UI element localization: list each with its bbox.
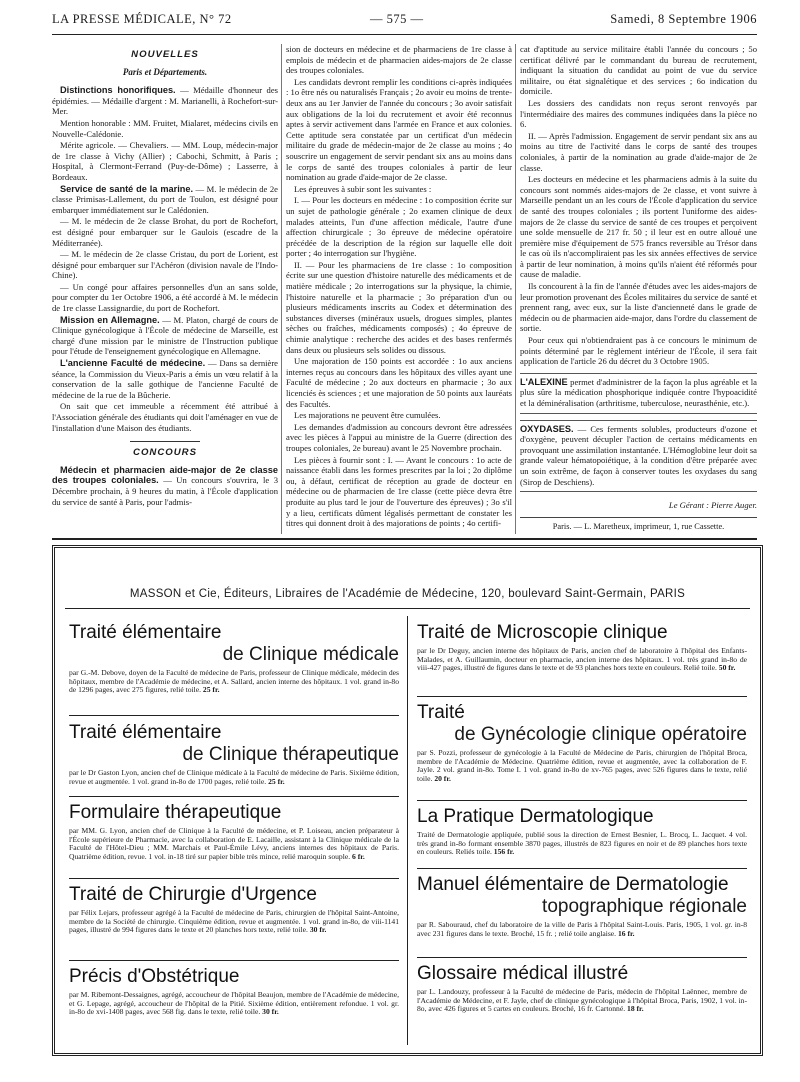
book-title: Traité élémentaire — [69, 722, 222, 743]
paragraph: II. — Après l'admission. Engagement de servir pendant six ans au moins au titre de l'activité dans le corps de santé des troupes coloniales, à partir de la nomination au grade d'aide-major de 2e classe. — [520, 130, 757, 173]
ad-rule — [65, 608, 750, 609]
book-description — [69, 827, 399, 861]
book-rule — [69, 878, 399, 879]
column-divider — [281, 44, 282, 534]
book-description — [417, 749, 747, 783]
paragraph — [52, 85, 278, 117]
book-desc-text: par S. Pozzi, professeur de gynécologie à la Faculté de Médecine de Paris, chirurgien de l'hôpital Broca, membre de l'Académie de Médecine. Quatrième édition, revue et augmentée, avec la collaboration de F. Jayle. 2 vol. grand in-8o. Tome I. 1 vol. grand in-8o de xv-765 pages, avec 526 figures dans le texte, relié toile. — [417, 748, 747, 783]
book-subtitle: de Gynécologie clinique opératoire — [454, 724, 747, 745]
book-desc-text: par MM. G. Lyon, ancien chef de Clinique à la Faculté de médecine, et P. Loiseau, ancien préparateur à l'École supérieure de Pharmacie, avec la collaboration de E. Lacaille, assistant à la Clinique médicale de la Faculté de l'Hôtel-Dieu ; MM. Marchais et Paul-Émile Lévy, anciens internes des hôpitaux de Paris. Quatrième édition, revue. 1 vol. in-18 tiré sur papier bible très mince, relié maroquin souple. — [69, 826, 399, 861]
book-subtitle: de Clinique médicale — [222, 644, 399, 665]
paragraph: Les demandes d'admission au concours devront être adressées avec les pièces à l'appui au ministre de la Guerre (direction des troupes coloniales, 2e bureau) avant le 25 Novembre prochain. — [286, 421, 512, 453]
journal-title: LA PRESSE MÉDICALE, N° 72 — [52, 12, 232, 26]
paragraph: Les docteurs en médecine et les pharmaciens admis à la suite du concours sont nommés aides-majors de 2e classe, et vont suivre à Marseille pendant un an les cours de l'École d'application du service de santé des troupes coloniales ; ils portent l'uniforme des aides-majors de 2e classe du service de santé de ces troupes et perçoivent une solde mensuelle de 217 fr. 50 ; il leur est en outre alloué une première mise d'équipement de 575 francs reversible au Trésor dans le cas où ils n'accompliraient pas les six années effectives de service à partir de leur nomination, à moins qu'ils n'aient été réformés pour cause de maladie. — [520, 174, 757, 280]
book-listing — [69, 722, 399, 786]
book-price: 30 fr. — [262, 1007, 279, 1017]
book-price: 20 fr. — [434, 773, 451, 783]
book-description — [69, 909, 399, 935]
paragraph: Ils concourent à la fin de l'année d'études avec les aides-majors de leur promotion provenant des Écoles militaires du service de santé et prennent rang, avec eux, sur la liste d'ancienneté dans le grade de médecin ou de pharmacien aide-major, dans l'ordre du classement de sortie. — [520, 281, 757, 334]
book-rule — [69, 796, 399, 797]
advert-body: permet d'administrer de la façon la plus agréable et la plus sûre la médication phosphorique indiquée contre l'hypoacidité et la déminéralisation (arthritisme, tuberculose, neurasthénie, etc.). — [520, 376, 757, 408]
book-rule — [417, 957, 747, 958]
book-description — [417, 988, 747, 1014]
book-price: 16 fr. — [617, 928, 635, 938]
book-title: Traité — [417, 702, 465, 723]
book-desc-text: par Félix Lejars, professeur agrégé à la Faculté de médecine de Paris, chirurgien de l'hôpital Saint-Antoine, membre de la Société de chirurgie. Cinquième édition, revue et augmentée. 1 vol. grand in-8o, de viii-1141 pages, illustré de 994 figures dans le texte et 20 planches hors texte, relié toile. — [69, 908, 399, 935]
book-rule — [69, 715, 399, 716]
book-rule — [417, 800, 747, 801]
book-price: 156 fr. — [493, 847, 515, 857]
paragraph-text: — M. Platon, chargé de cours de Clinique gynécologique à l'École de médecine de Marseille, est chargé d'une mission par le ministre de l'Instruction publique pour l'étude de l'enseignement gynécologique en Allemagne. — [52, 314, 278, 357]
advert-oxydases — [520, 420, 757, 493]
book-desc-text: par le Dr Deguy, ancien interne des hôpitaux de Paris, ancien chef de laboratoire à l'hôpital des Enfants-Malades, et A. Guillaumin, docteur en pharmacie, ancien interne des hôpitaux. 1 vol. très grand in-8o de viii-427 pages, illustré de figures dans le texte et de 93 planches hors texte en couleurs. Relié toile. — [417, 646, 747, 673]
paragraph-heading: Mission en Allemagne. — [60, 314, 160, 325]
book-title: Manuel élémentaire de Dermatologie — [417, 874, 729, 895]
book-desc-text: par L. Landouzy, professeur à la Faculté de médecine de Paris, médecin de l'hôpital Laënnec, membre de l'Académie de Médecine, et F. Jayle, chef de clinique gynécologique à l'hôpital Broca, Paris, 1902, 1 vol. in-8o, avec 426 figures et 5 cartes en couleurs. Broché, 16 fr. Cartonné. — [417, 987, 747, 1014]
paragraph-heading: Service de santé de la marine. — [60, 183, 194, 194]
book-description — [69, 669, 399, 695]
book-title: Traité élémentaire — [69, 622, 222, 643]
paragraph-heading: L'ancienne Faculté de médecine. — [60, 358, 206, 369]
book-listing — [417, 806, 747, 857]
book-listing — [417, 622, 747, 673]
paragraph: Mérite agricole. — Chevaliers. — MM. Loup, médecin-major de 1re classe à Vichy (Allier) ; Cabochi, Schmitt, à Paris ; Hospital, à Clermont-Ferrand (Puy-de-Dôme) ; Lasserre, à Bordeaux. — [52, 140, 278, 182]
paragraph-heading: Distinctions honorifiques. — [60, 85, 176, 96]
book-desc-text: par le Dr Gaston Lyon, ancien chef de Clinique médicale à la Faculté de médecine de Paris. Sixième édition, revue et augmentée. 1 vol. grand in-8o de 1700 pages, relié toile. — [69, 768, 399, 786]
printer-line: Paris. — L. Maretheux, imprimeur, 1, rue Cassette. — [520, 517, 757, 533]
page-header — [52, 12, 757, 30]
book-description — [417, 921, 747, 938]
book-listing — [417, 702, 747, 783]
publisher-advertisement — [52, 545, 763, 1056]
subsection-title: Paris et Départements. — [122, 66, 208, 77]
book-title: Traité de Chirurgie d'Urgence — [69, 884, 317, 905]
book-price: 6 fr. — [352, 851, 365, 861]
paragraph: — Un congé pour affaires personnelles d'un an sans solde, pour compter du 1er Octobre 1906, a été accordé à M. le médecin de 1re classe Lassignardie, du port de Rochefort. — [52, 281, 278, 314]
advert-alexine — [520, 373, 757, 414]
paragraph: Les candidats devront remplir les conditions ci-après indiquées : 1o être nés ou naturalisés Français ; 2o avoir eu moins de trente-deux ans au 1er Janvier de l'année du concours ; 3o avoir satisfait aux obligations de la loi du recrutement et avoir été reconnus aptes à servir activement dans l'armée en France et aux colonies. Cette aptitude sera constatée par un certificat d'un médecin militaire du grade de médecin-major de 2e classe au moins ; 4o souscrire un engagement de servir pendant six ans au moins dans le corps de santé des troupes coloniales à partir de leur nomination au grade d'aide-major de 2e classe. — [286, 76, 512, 183]
paragraph: I. — Pour les docteurs en médecine : 1o composition écrite sur un sujet de pathologie générale ; 2o examen clinique de deux malades atteints, l'un d'une affection médicale, l'autre d'une affection chirurgicale ; 3o épreuve de médecine opératoire précédée de la description de la région sur laquelle elle doit porter ; 4o interrogation sur l'hygiène. — [286, 195, 512, 259]
paragraph: Mention honorable : MM. Fruitet, Mialaret, médecins civils en Nouvelle-Calédonie. — [52, 117, 278, 139]
book-description — [69, 991, 399, 1017]
gerant-signature: Le Gérant : Pierre Auger. — [668, 500, 757, 511]
advert-heading: OXYDASES. — [520, 423, 574, 434]
paragraph: — M. le médecin de 2e classe Cristau, du port de Lorient, est désigné pour embarquer sur l'Achéron (division navale de l'Indo-Chine). — [52, 249, 278, 281]
paragraph — [52, 465, 278, 507]
advert-text — [520, 377, 757, 409]
paragraph — [52, 184, 278, 216]
paragraph-text: — Médaille d'honneur des épidémies. — Médaille d'argent : M. Marianelli, à Rochefort-sur-Mer. — [52, 85, 278, 117]
paragraph: Une majoration de 150 points est accordée : 1o aux anciens internes reçus au concours dans les hôpitaux des villes ayant une Faculté de médecine ; 2o aux docteurs en pharmacie ; 3o aux licenciés ès sciences ; et une majoration de 50 points aux lauréats des Facultés. — [286, 356, 512, 409]
paragraph: Les dossiers des candidats non reçus seront renvoyés par l'intermédiaire des maires des communes indiquées dans la pièce no 6. — [520, 97, 757, 130]
publisher-line: MASSON et Cie, Éditeurs, Libraires de l'Académie de Médecine, 120, boulevard Saint-Germain, PARIS — [129, 588, 686, 600]
issue-date: Samedi, 8 Septembre 1906 — [610, 12, 757, 26]
book-title: Traité de Microscopie clinique — [417, 622, 668, 643]
book-description — [69, 769, 399, 786]
book-rule — [69, 960, 399, 961]
paragraph — [52, 315, 278, 357]
paragraph: On sait que cet immeuble a récemment été attribué à l'Association générale des étudiants qui doit l'aménager en vue de l'installation d'une Maison des étudiants. — [52, 401, 278, 433]
book-listing — [69, 622, 399, 695]
advert-body: — Ces ferments solubles, producteurs d'ozone et d'oxygène, peuvent décupler l'action de certains médicaments en provoquant une assimilation instantanée. L'Hémoglobine leur doit sa grande valeur hématopoiétique, à la condition d'être préparée avec un soin extrême, de façon à conserver toutes les oxydases du sang (Sirop de Deschiens). — [520, 423, 757, 487]
paragraph: Les épreuves à subir sont les suivantes : — [294, 183, 432, 194]
book-listing — [417, 874, 747, 938]
paragraph: II. — Pour les pharmaciens de 1re classe : 1o composition écrite sur une question d'histoire naturelle des médicaments et de matière médicale ; 2o interrogations sur la physique, la chimie, l'histoire naturelle et la pharmacie ; 3o préparation d'un ou plusieurs médicaments inscrits au Codex et détermination des substances diverses (minéraux usuels, drogues simples, plantes sèches ou fraîches, médicaments composés) ; 4o épreuve de chimie analytique : recherche des acides et des bases renfermés dans deux ou plusieurs sels solides ou dissous. — [286, 259, 512, 355]
book-title: La Pratique Dermatologique — [417, 806, 654, 827]
book-desc-text: par G.-M. Debove, doyen de la Faculté de médecine de Paris, professeur de Clinique médicale, médecin des hôpitaux, membre de l'Académie de médecine, et A. Sallard, ancien interne des hôpitaux. 1 vol. grand in-8o de 1296 pages, avec 275 figures, relié toile. — [69, 668, 399, 695]
book-price: 18 fr. — [627, 1004, 644, 1014]
section-title: CONCOURS — [133, 447, 197, 459]
page-number: — 575 — — [370, 12, 424, 26]
book-description — [417, 647, 747, 673]
column-divider — [515, 44, 516, 534]
section-rule — [130, 441, 200, 442]
paragraph — [52, 358, 278, 400]
book-price: 50 fr. — [718, 663, 736, 673]
book-price: 25 fr. — [268, 776, 285, 786]
book-rule — [417, 868, 747, 869]
section-title: NOUVELLES — [131, 49, 199, 60]
paragraph: Pour ceux qui n'obtiendraient pas à ce concours le minimum de points déterminé par le règlement intérieur de l'École, il sera fait application de l'article 26 du décret du 3 Octobre 1905. — [520, 335, 757, 367]
book-price: 30 fr. — [309, 925, 327, 935]
book-desc-text: par M. Ribemont-Dessaignes, agrégé, accoucheur de l'hôpital Beaujon, membre de l'Académie de médecine, et G. Lepage, agrégé, accoucheur de l'hôpital de la Pitié. Sixième édition, entièrement refondue. 1 vol. gr. in-8o de xvi-1408 pages, avec 568 fig. dans le texte, relié toile. — [69, 990, 399, 1017]
book-rule — [417, 696, 747, 697]
paragraph: — M. le médecin de 2e classe Brohat, du port de Rochefort, est désigné pour embarquer sur le Gaulois (escadre de la Méditerranée). — [52, 216, 278, 248]
ad-top-rule — [52, 538, 757, 540]
advert-text — [520, 424, 757, 488]
paragraph-text: — Dans sa dernière séance, la Commission du Vieux-Paris a émis un vœu relatif à la conservation de la salle gothique de l'ancienne Faculté de médecine de la rue de la Bûcherie. — [52, 358, 278, 400]
book-title: Formulaire thérapeutique — [69, 802, 282, 823]
book-title: Précis d'Obstétrique — [69, 966, 240, 987]
paragraph-heading: Médecin et pharmacien aide-major de 2e classe des troupes coloniales. — [52, 464, 278, 486]
book-desc-text: Traité de Dermatologie appliquée, publié sous la direction de Ernest Besnier, L. Brocq, L. Jacquet. 4 vol. très grand in-8o formant ensemble 3870 pages, illustrés de 823 figures en noir et de 89 planches hors texte en couleurs. Reliés toile. — [417, 830, 747, 857]
paragraph: Les pièces à fournir sont : I. — Avant le concours : 1o acte de naissance établi dans les formes prescrites par la loi ; 2o diplôme ou, à défaut, certificat de réception au grade de docteur en médecine ou de pharmacien de 1re classe (cette pièce devra être produite au plus tard le jour de l'ouverture des épreuves) ; 3o s'il y a lieu, certificats dûment légalisés permettant de constater les titres qui donnent droit à des majorations de points ; 4o certifi- — [286, 454, 512, 529]
book-subtitle: topographique régionale — [542, 896, 747, 917]
book-subtitle: de Clinique thérapeutique — [182, 744, 399, 765]
book-price: 25 fr. — [202, 685, 220, 695]
paragraph: cat d'aptitude au service militaire établi l'année du concours ; 5o certificat délivré par le commandant du bureau de recrutement, indiquant la situation du candidat au point de vue du service militaire, ou état signalétique et des services ; 6o indication du domicile. — [520, 44, 757, 97]
advert-heading: L'ALEXINE — [520, 376, 568, 387]
book-listing — [69, 966, 399, 1017]
book-title: Glossaire médical illustré — [417, 963, 629, 984]
book-listing — [417, 963, 747, 1014]
header-rule — [52, 34, 757, 35]
book-description — [417, 831, 747, 857]
book-listing — [69, 802, 399, 861]
paragraph: sion de docteurs en médecine et de pharmaciens de 1re classe à emplois de médecin et de pharmacien aides-majors de 2e classe des troupes coloniales. — [286, 44, 512, 76]
book-listing — [69, 884, 399, 935]
paragraph-text: — M. le médecin de 2e classe Primisas-Lallement, du port de Toulon, est désigné pour embarquer immédiatement sur le Calédonien. — [52, 183, 278, 215]
paragraph: Les majorations ne peuvent être cumulées. — [294, 410, 441, 421]
book-desc-text: par R. Sabouraud, chef du laboratoire de la ville de Paris à l'hôpital Saint-Louis. Paris, 1905, 1 vol. gr. in-8 avec 231 figures dans le texte. Broché, 15 fr. ; relié toile anglaise. — [417, 920, 747, 938]
ad-column-divider — [407, 616, 408, 1045]
paragraph-text: — Un concours s'ouvrira, le 3 Décembre prochain, à 9 heures du matin, à l'École d'application du service de santé à Paris, pour l'admis- — [52, 475, 278, 507]
column-2 — [286, 44, 512, 534]
column-1 — [52, 44, 278, 534]
column-3 — [520, 44, 757, 534]
